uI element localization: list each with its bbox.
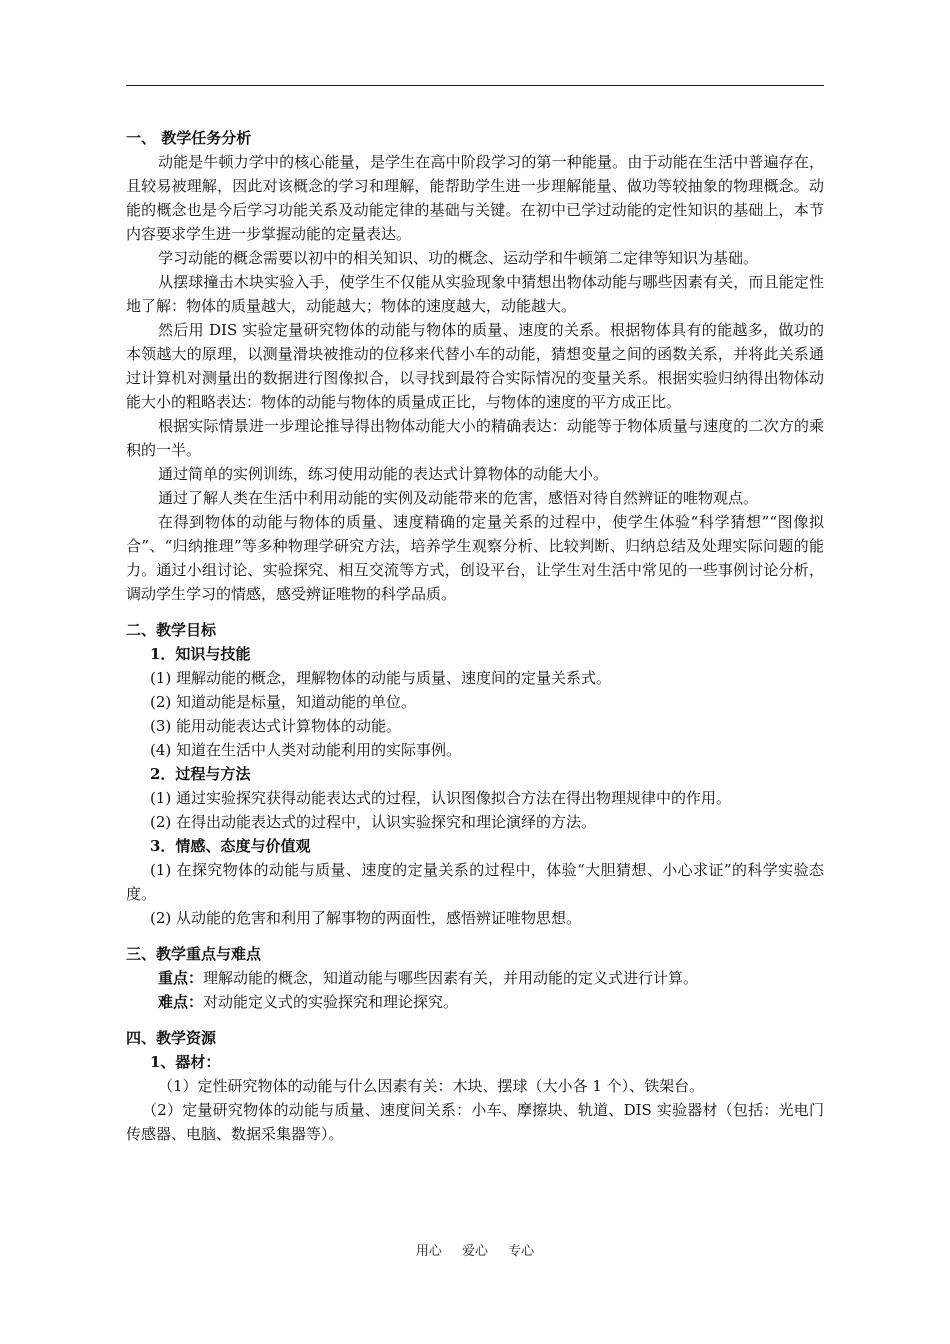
section-2-heading: 二、教学目标: [126, 621, 217, 639]
subsection-heading: 1．知识与技能: [150, 645, 251, 663]
subsection-heading: 3．情感、态度与价值观: [150, 837, 311, 855]
list-item: (2) 在得出动能表达式的过程中，认识实验探究和理论演绎的方法。: [150, 813, 597, 831]
difficult-label: 难点：: [158, 993, 204, 1011]
paragraph: 从摆球撞击木块实验入手，使学生不仅能从实验现象中猜想出物体动能与哪些因素有关，而且能定性地了解：物体的质量越大，动能越大；物体的速度越大，动能越大。: [126, 273, 824, 315]
footer-word: 专心: [508, 1244, 535, 1259]
paragraph: 根据实际情景进一步理论推导得出物体动能大小的精确表达：动能等于物体质量与速度的二次方的乘积的一半。: [126, 417, 824, 459]
paragraph: 通过简单的实例训练，练习使用动能的表达式计算物体的动能大小。: [158, 465, 609, 483]
footer-word: 用心: [415, 1244, 442, 1259]
document-body: [126, 126, 824, 1146]
list-item: (1) 通过实验探究获得动能表达式的过程，认识图像拟合方法在得出物理规律中的作用。: [150, 789, 732, 807]
page-footer: [0, 1240, 950, 1259]
paragraph: 学习动能的概念需要以初中的相关知识、功的概念、运动学和牛顿第二定律等知识为基础。: [158, 249, 759, 267]
paragraph: 然后用 DIS 实验定量研究物体的动能与物体的质量、速度的关系。根据物体具有的能越多，做功的本领越大的原理，以测量滑块被推动的位移来代替小车的动能，猜想变量之间的函数关系，并将此关系通过计算机对测量出的数据进行图像拟合，以寻找到最符合实际情况的变量关系。根据实验归纳得出物体动能大小的粗略表达：物体的动能与物体的质量成正比，与物体的速度的平方成正比。: [126, 321, 824, 411]
subsection-heading: 1、器材：: [150, 1053, 221, 1071]
footer-word: 爱心: [461, 1244, 488, 1259]
list-item: (1) 在探究物体的动能与质量、速度的定量关系的过程中，体验“大胆猜想、小心求证”的科学实验态度。: [126, 861, 824, 903]
resource-item: （2）定量研究物体的动能与质量、速度间关系：小车、摩擦块、轨道、DIS 实验器材（包括：光电门传感器、电脑、数据采集器等）。: [126, 1101, 824, 1143]
difficult-point: [158, 990, 824, 1014]
paragraph: 动能是牛顿力学中的核心能量，是学生在高中阶段学习的第一种能量。由于动能在生活中普遍存在，且较易被理解，因此对该概念的学习和理解，能帮助学生进一步理解能量、做功等较抽象的物理概念。动能的概念也是今后学习功能关系及动能定律的基础与关键。在初中已学过动能的定性知识的基础上，本节内容要求学生进一步掌握动能的定量表达。: [126, 153, 824, 243]
header-rule: [126, 85, 824, 86]
paragraph: 在得到物体的动能与物体的质量、速度精确的定量关系的过程中，使学生体验“科学猜想”“图像拟合”、“归纳推理”等多种物理学研究方法，培养学生观察分析、比较判断、归纳总结及处理实际问题的能力。通过小组讨论、实验探究、相互交流等方式，创设平台，让学生对生活中常见的一些事例讨论分析，调动学生学习的情感，感受辨证唯物的科学品质。: [126, 513, 824, 603]
subsection-heading: 2．过程与方法: [150, 765, 251, 783]
key-point: [158, 966, 824, 990]
list-item: (4) 知道在生活中人类对动能利用的实际事例。: [150, 741, 462, 759]
list-item: (2) 从动能的危害和利用了解事物的两面性，感悟辨证唯物思想。: [150, 909, 582, 927]
key-text: 理解动能的概念，知道动能与哪些因素有关，并用动能的定义式进行计算。: [203, 969, 699, 987]
section-3-heading: 三、教学重点与难点: [126, 945, 262, 963]
resource-item: （1）定性研究物体的动能与什么因素有关：木块、摆球（大小各 1 个）、铁架台。: [158, 1077, 705, 1095]
list-item: (3) 能用动能表达式计算物体的动能。: [150, 717, 402, 735]
list-item: (1) 理解动能的概念，理解物体的动能与质量、速度间的定量关系式。: [150, 669, 612, 687]
list-item: (2) 知道动能是标量，知道动能的单位。: [150, 693, 417, 711]
difficult-text: 对动能定义式的实验探究和理论探究。: [203, 993, 459, 1011]
key-label: 重点：: [158, 969, 204, 987]
section-4-heading: 四、教学资源: [126, 1029, 217, 1047]
section-1-heading: 一、 教学任务分析: [126, 129, 252, 147]
paragraph: 通过了解人类在生活中利用动能的实例及动能带来的危害，感悟对待自然辨证的唯物观点。: [158, 489, 759, 507]
